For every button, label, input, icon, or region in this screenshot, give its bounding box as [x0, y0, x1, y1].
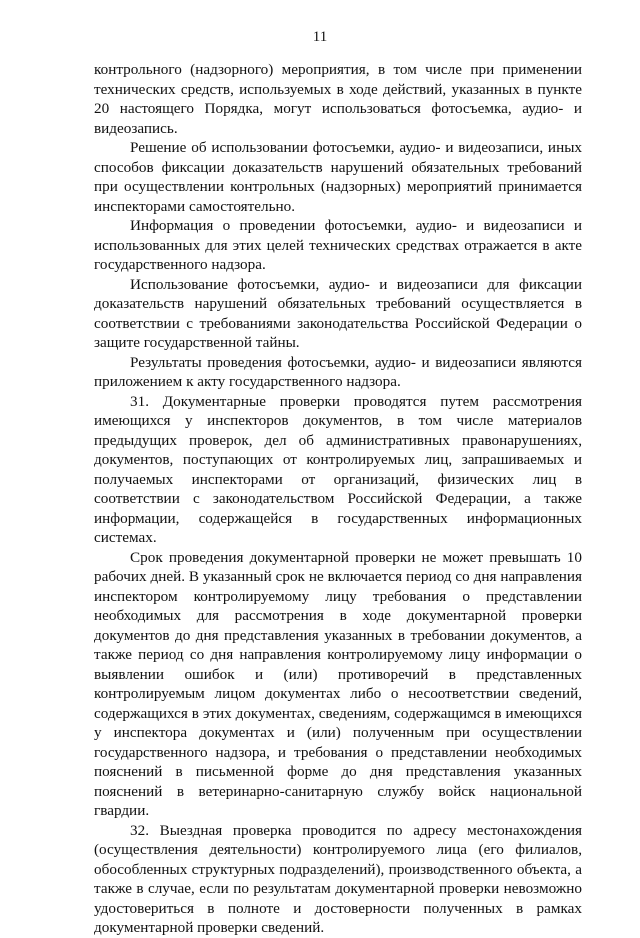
paragraph: Срок проведения документарной проверки не может превышать 10 рабочих дней. В указанный срок не включается период со дня направления инспектором контролируемому лицу требования о представлении необходимых для рассмотрения в ходе документарной проверки документов до дня представления указанных в требовании документов, а также период со дня направления контролируемому лицу информации о выявлении ошибок и (или) противоречий в представленных контролируемым лицом документах либо о несоответствии сведений, содержащихся в этих документах, сведениям, содержащимся в имеющихся у инспектора документах и (или) полученным при осуществлении государственного надзора, и требования о представлении необходимых пояснений в письменной форме до дня представления указанных пояснений в ветеринарно-санитарную службу войск национальной гвардии. [94, 548, 582, 819]
paragraph: Использование фотосъемки, аудио- и видеозаписи для фиксации доказательств нарушений обязательных требований осуществляется в соответствии с требованиями законодательства Российской Федерации о защите государственной тайны. [94, 275, 582, 351]
paragraph-continuation: контрольного (надзорного) мероприятия, в том числе при применении технических средств, используемых в ходе действий, указанных в пункте 20 настоящего Порядка, могут использоваться фотосъемка, аудио- и видеозапись. [94, 61, 582, 137]
paragraph: Информация о проведении фотосъемки, аудио- и видеозаписи и использованных для этих целей технических средствах отражается в акте государственного надзора. [94, 217, 582, 273]
paragraph: Решение об использовании фотосъемки, аудио- и видеозаписи, иных способов фиксации доказательств нарушений обязательных требований при осуществлении контрольных (надзорных) мероприятий принимается инспекторами самостоятельно. [94, 139, 582, 215]
page-number: 11 [312, 29, 328, 45]
paragraph: Результаты проведения фотосъемки, аудио- и видеозаписи являются приложением к акту государственного надзора. [94, 353, 582, 390]
paragraph-item-31: 31. Документарные проверки проводятся путем рассмотрения имеющихся у инспекторов документов, в том числе материалов предыдущих проверок, дел об административных правонарушениях, документов, поступающих от контролируемых лиц, запрашиваемых и получаемых инспекторами от организаций, физических лиц в соответствии с законодательством Российской Федерации, а также информации, содержащейся в государственных информационных системах. [94, 392, 582, 546]
paragraph-item-32: 32. Выездная проверка проводится по адресу местонахождения (осуществления деятельности) контролируемого лица (его филиалов, обособленных структурных подразделений), производственного объекта, а также в случае, если по результатам документарной проверки невозможно удостовериться в полноте и достоверности полученных в рамках документарной проверки сведений. [94, 821, 582, 936]
document-body [94, 60, 582, 938]
